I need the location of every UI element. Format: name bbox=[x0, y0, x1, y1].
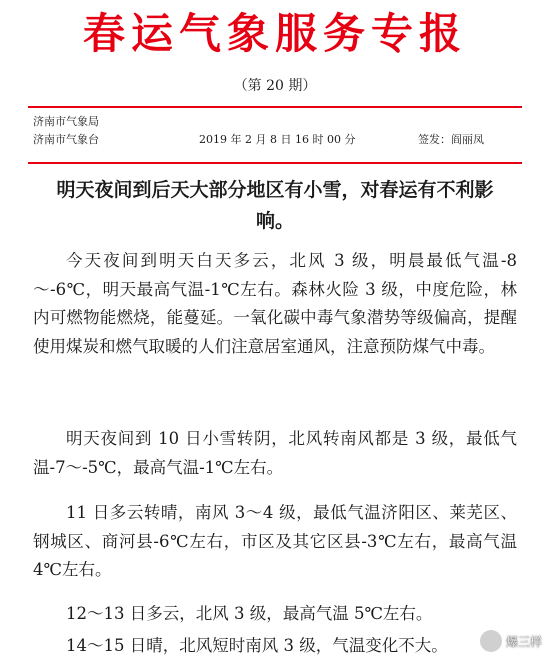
watermark-text: 爆三样 bbox=[505, 634, 542, 649]
forecast-paragraph: 12～13 日多云，北风 3 级，最高气温 5℃左右。 bbox=[66, 604, 433, 623]
headline: 明天夜间到后天大部分地区有小雪，对春运有不利影响。 bbox=[56, 179, 494, 232]
weibo-logo-icon bbox=[480, 630, 502, 652]
forecast-paragraph: 11 日多云转晴，南风 3～4 级，最低气温济阳区、莱芜区、钢城区、商河县-6℃左右，市区及其它区县-3℃左右，最高气温 4℃左右。 bbox=[33, 503, 517, 579]
forecast-paragraph: 今天夜间到明天白天多云，北风 3 级，明晨最低气温-8～-6℃，明天最高气温-1℃左右。森林火险 3 级，中度危险，林内可燃物能燃烧，能蔓延。一氧化碳中毒气象潜势等级偏高，提醒使用煤炭和燃气取暖的人们注意居室通风，注意预防煤气中毒。 bbox=[33, 251, 517, 356]
forecast-paragraph: 明天夜间到 10 日小雪转阴，北风转南风都是 3 级，最低气温-7～-5℃，最高气温-1℃左右。 bbox=[33, 429, 517, 477]
issuing-observatory: 济南市气象台 bbox=[33, 133, 99, 146]
issuing-bureau: 济南市气象局 bbox=[33, 115, 99, 128]
watermark bbox=[480, 628, 542, 654]
issue-date: 2019 年 2 月 8 日 16 时 00 分 bbox=[199, 133, 356, 146]
top-divider bbox=[28, 106, 522, 108]
bottom-divider bbox=[28, 162, 522, 164]
forecast-paragraph: 14～15 日晴，北风短时南风 3 级，气温变化不大。 bbox=[66, 636, 448, 655]
issue-number: （第 20 期） bbox=[233, 78, 317, 94]
signer: 签发：阎丽凤 bbox=[418, 133, 484, 146]
report-title: 春运气象服务专报 bbox=[82, 9, 467, 58]
